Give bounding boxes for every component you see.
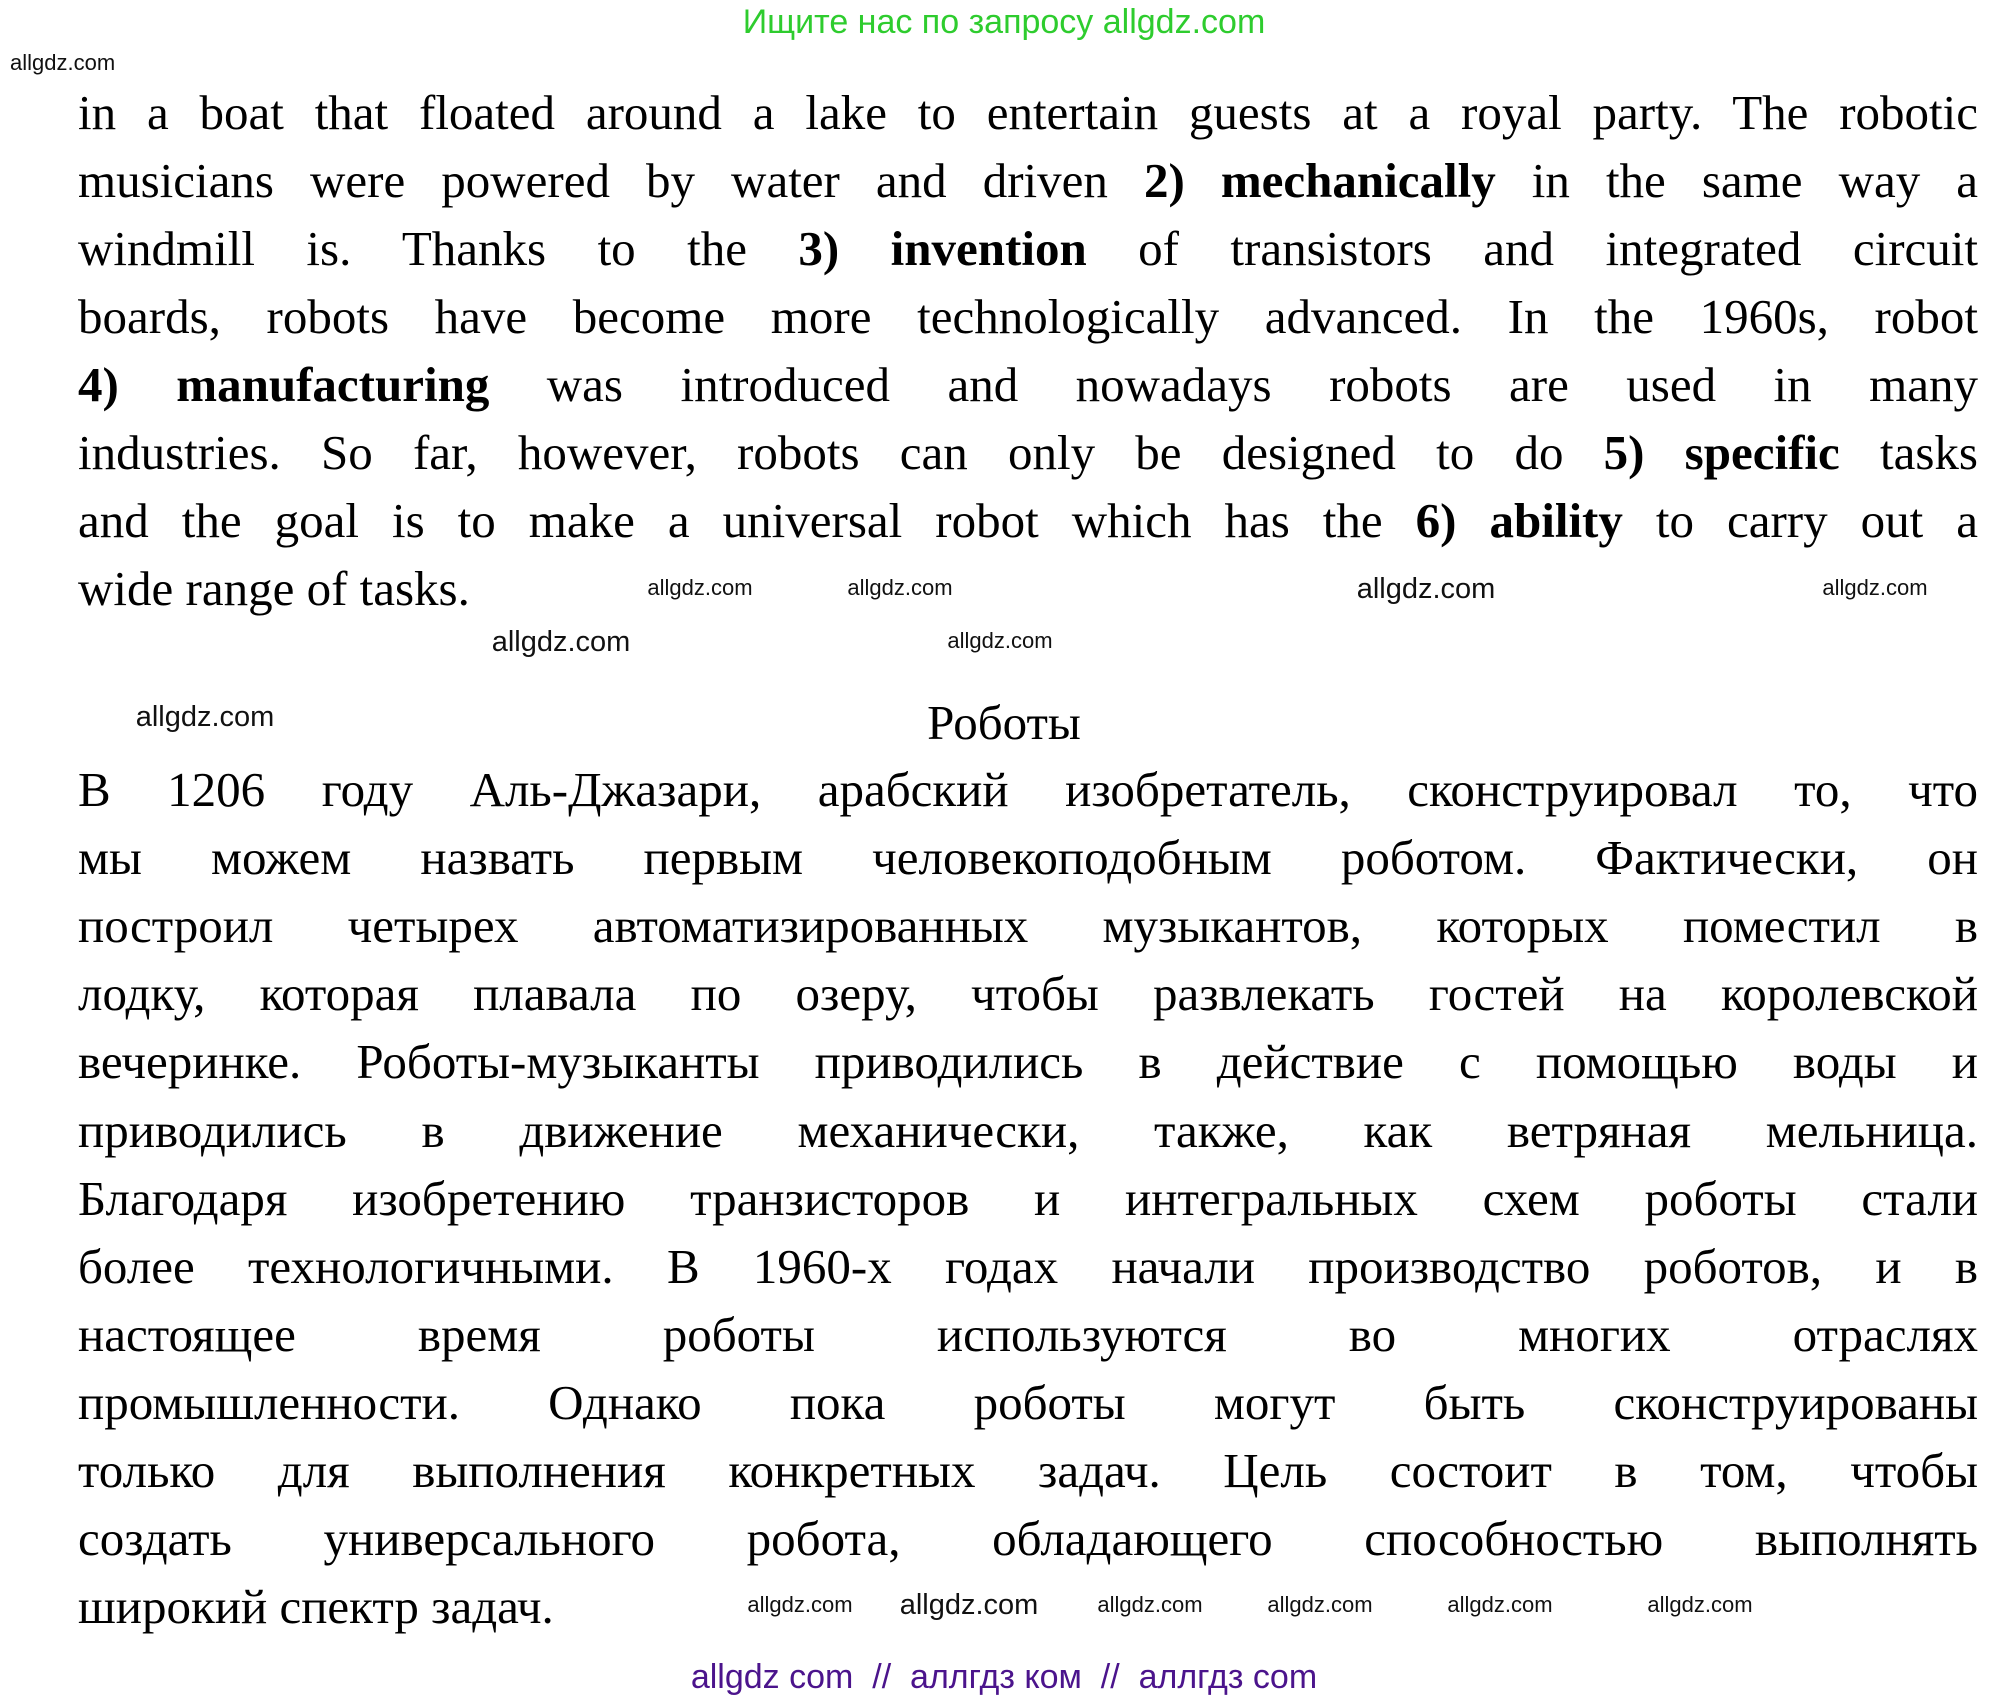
text-segment: in a boat that floated around a lake to entertain guests at a royal party. The robotic	[78, 85, 1978, 140]
text-segment: настоящее время роботы используются во многих отраслях	[78, 1307, 1978, 1362]
text-line	[78, 1511, 1978, 1566]
text-segment: was introduced and nowadays robots are used in many	[489, 357, 1978, 412]
text-line	[78, 1103, 1978, 1158]
text-line	[78, 425, 1979, 480]
text-segment: мы можем назвать первым человекоподобным роботом. Фактически, он	[78, 830, 1978, 885]
search-banner: Ищите нас по запросу allgdz.com	[742, 3, 1266, 41]
text-segment: industries. So far, however, robots can only be designed to do	[78, 425, 1604, 480]
text-line	[78, 1034, 1978, 1089]
watermark: allgdz.com	[647, 575, 753, 600]
text-segment: windmill is. Thanks to the	[78, 221, 799, 276]
text-line	[78, 1307, 1978, 1362]
text-line	[78, 1375, 1978, 1430]
text-segment: В 1206 году Аль-Джазари, арабский изобретатель, сконструировал то, что	[78, 762, 1978, 817]
watermark: allgdz.com	[10, 50, 116, 75]
answer-word: 6) ability	[1415, 493, 1623, 548]
text-segment: создать универсального робота, обладающего способностью выполнять	[78, 1511, 1978, 1566]
watermark: allgdz.com	[947, 628, 1053, 653]
text-segment: musicians were powered by water and driven	[78, 153, 1144, 208]
watermark: allgdz.com	[1822, 575, 1928, 600]
text-segment: wide range of tasks.	[78, 561, 470, 616]
text-line	[78, 493, 1978, 548]
text-line	[78, 1579, 554, 1634]
watermark: allgdz.com	[1647, 1592, 1753, 1617]
text-line	[78, 357, 1978, 412]
answer-word: 5) specific	[1603, 425, 1840, 480]
text-line	[78, 153, 1979, 208]
text-line	[78, 1443, 1978, 1498]
text-line	[78, 762, 1978, 817]
text-segment: промышленности. Однако пока роботы могут быть сконструированы	[78, 1375, 1978, 1430]
text-line	[78, 289, 1978, 344]
answer-word: 4) manufacturing	[78, 357, 490, 412]
watermark: allgdz.com	[1447, 1592, 1553, 1617]
watermark: allgdz.com	[747, 1592, 853, 1617]
answer-word: 3) invention	[798, 221, 1087, 276]
text-segment: широкий спектр задач.	[78, 1579, 554, 1634]
text-segment: Благодаря изобретению транзисторов и интегральных схем роботы стали	[78, 1171, 1978, 1226]
text-line	[78, 898, 1978, 953]
text-line	[78, 830, 1978, 885]
text-line	[78, 221, 1978, 276]
text-segment: to carry out a	[1622, 493, 1978, 548]
watermark: allgdz.com	[491, 626, 631, 658]
text-line	[78, 85, 1978, 140]
text-segment: построил четырех автоматизированных музыкантов, которых поместил в	[78, 898, 1978, 953]
text-segment: and the goal is to make a universal robot which has the	[78, 493, 1416, 548]
watermark: allgdz.com	[1097, 1592, 1203, 1617]
text-segment: лодку, которая плавала по озеру, чтобы развлекать гостей на королевской	[78, 966, 1978, 1021]
text-line	[78, 1239, 1978, 1294]
watermark: allgdz.com	[135, 701, 275, 733]
text-segment: вечеринке. Роботы-музыканты приводились в действие с помощью воды и	[78, 1034, 1978, 1089]
text-segment: tasks	[1839, 425, 1979, 480]
text-line	[78, 966, 1978, 1021]
watermark: allgdz.com	[1356, 573, 1496, 605]
text-line	[78, 1171, 1978, 1226]
text-segment: приводились в движение механически, также, как ветряная мельница.	[78, 1103, 1978, 1158]
footer-links[interactable]: allgdz com // аллгдз ком // аллгдз com	[690, 1658, 1318, 1696]
russian-title: Роботы	[927, 695, 1081, 750]
text-segment: in the same way a	[1495, 153, 1979, 208]
text-segment: of transistors and integrated circuit	[1086, 221, 1978, 276]
text-segment: boards, robots have become more technologically advanced. In the 1960s, robot	[78, 289, 1978, 344]
watermark: allgdz.com	[847, 575, 953, 600]
watermark: allgdz.com	[1267, 1592, 1373, 1617]
answer-word: 2) mechanically	[1143, 153, 1496, 208]
text-segment: более технологичными. В 1960-х годах начали производство роботов, и в	[78, 1239, 1978, 1294]
text-segment: только для выполнения конкретных задач. Цель состоит в том, чтобы	[78, 1443, 1978, 1498]
text-line	[78, 561, 470, 616]
watermark: allgdz.com	[899, 1589, 1039, 1621]
